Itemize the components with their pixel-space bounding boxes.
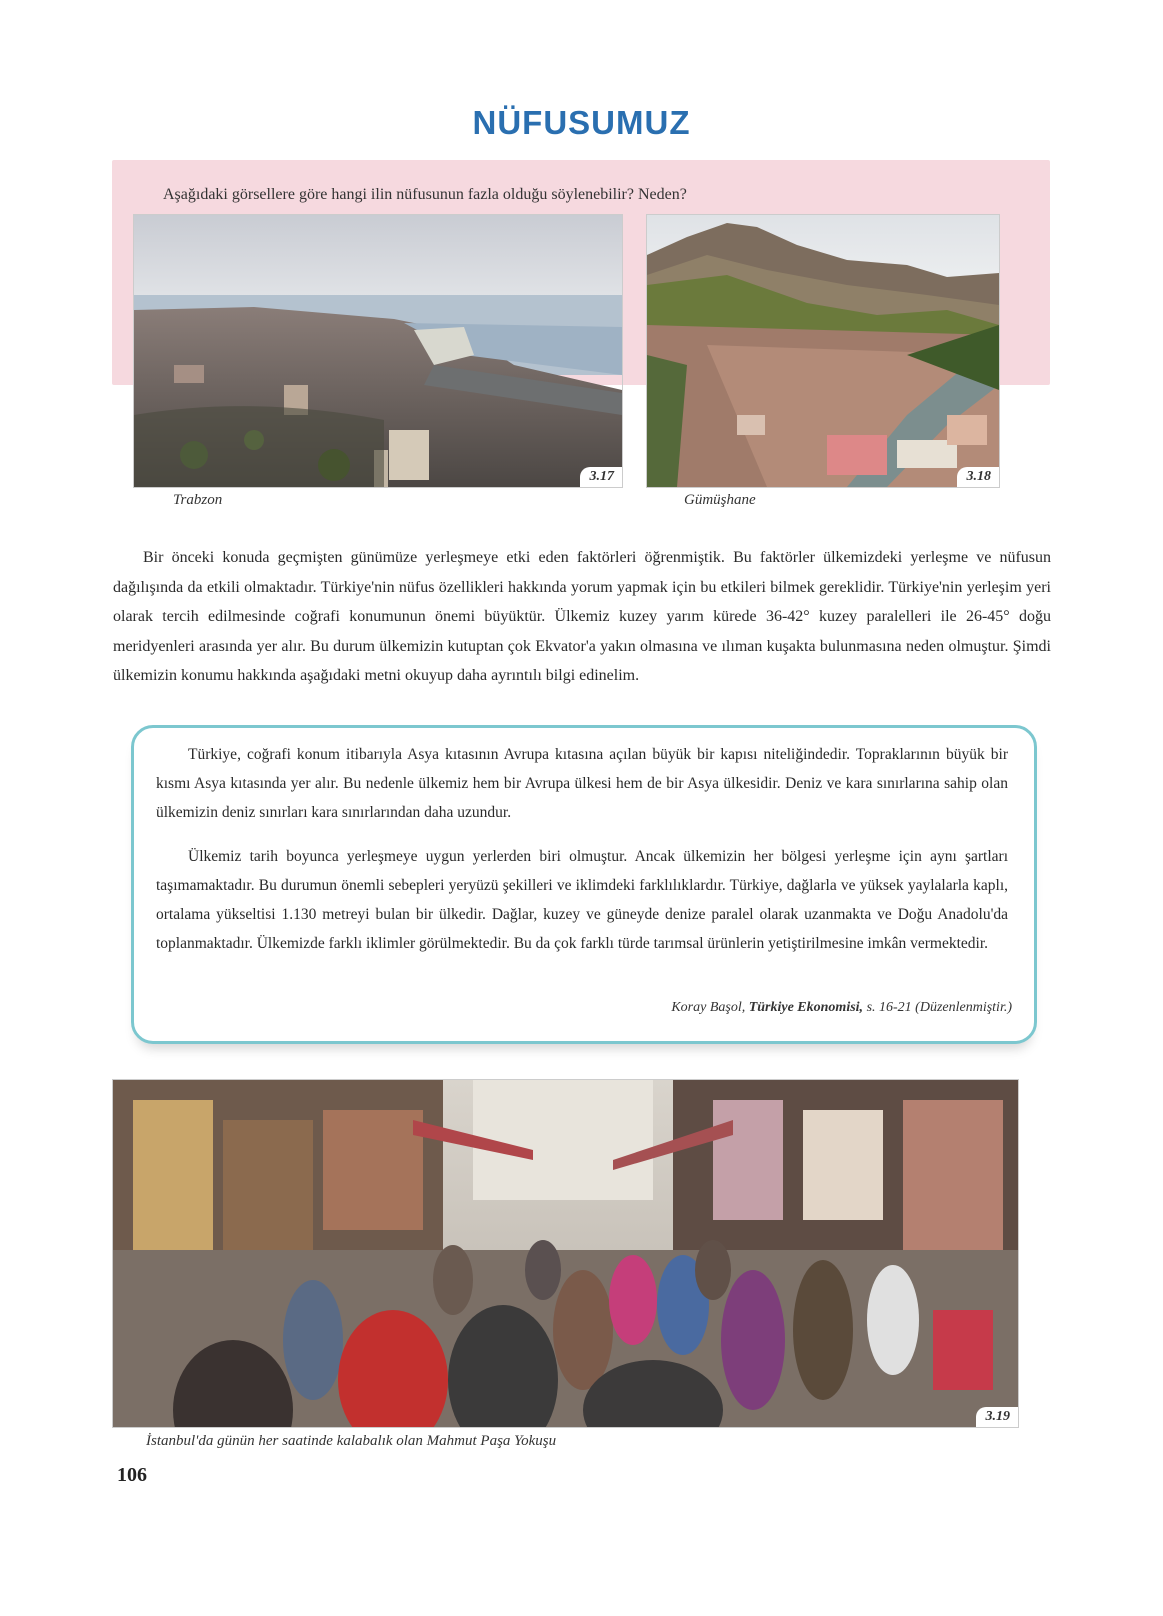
figure-number-3-19: 3.19	[976, 1407, 1019, 1427]
photo-trabzon	[133, 214, 623, 488]
page-number: 106	[117, 1464, 147, 1486]
photo-istanbul-crowd	[112, 1079, 1019, 1428]
figure-number-3-17: 3.17	[580, 467, 623, 487]
quote-paragraph-1-text: Türkiye, coğrafi konum itibarıyla Asya kıtasının Avrupa kıtasına açılan büyük bir kapısı niteliğindedir. Topraklarının büyük bir kısmı Asya kıtasında yer alır. Bu nedenle ülkemiz hem bir Avrupa ülkesi hem de bir Asya ülkesidir. Deniz ve kara sınırlarına sahip olan ülkemizin deniz sınırları kara sınırlarından daha uzundur.	[156, 746, 1008, 821]
quote-source	[671, 1000, 1012, 1016]
caption-gumushane: Gümüşhane	[684, 492, 756, 508]
page-title: NÜFUSUMUZ	[472, 104, 691, 141]
quote-source-book: Türkiye Ekonomisi,	[748, 1000, 864, 1015]
body-paragraph	[113, 543, 1051, 691]
caption-istanbul: İstanbul'da günün her saatinde kalabalık olan Mahmut Paşa Yokuşu	[146, 1433, 557, 1449]
quote-paragraph-1	[156, 740, 1008, 827]
quote-paragraph-2-text: Ülkemiz tarih boyunca yerleşmeye uygun yerlerden biri olmuştur. Ancak ülkemizin her bölgesi yerleşme için aynı şartları taşımamaktadır. Bu durumun önemli sebepleri yeryüzü şekilleri ve iklimdeki farklılıklardır. Türkiye, dağlarla ve yüksek yaylalarla kaplı, ortalama yükseltisi 1.130 metreyi bulan bir ülkedir. Dağlar, kuzey ve güneyde denize paralel olarak uzanmakta ve Doğu Anadolu'da toplanmaktadır. Ülkemizde farklı iklimler görülmektedir. Bu da çok farklı türde tarımsal ürünlerin yetiştirilmesine imkân vermektedir.	[156, 848, 1008, 952]
caption-trabzon: Trabzon	[173, 492, 223, 508]
quote-source-pages: s. 16-21 (Düzenlenmiştir.)	[866, 1000, 1012, 1015]
quote-paragraph-2	[156, 842, 1008, 958]
body-paragraph-text: Bir önceki konuda geçmişten günümüze yerleşmeye etki eden faktörleri öğrenmiştik. Bu faktörler ülkemizdeki yerleşme ve nüfusun dağılışında da etkili olmaktadır. Türkiye'nin nüfus özellikleri hakkında yorum yapmak için bu etkileri bilmek gereklidir. Türkiye'nin yerleşim yeri olarak tercih edilmesinde coğrafi konumunun önemi büyüktür. Ülkemiz kuzey yarım kürede 36-42° kuzey paralelleri ile 26-45° doğu meridyenleri arasında yer alır. Bu durum ülkemizin kutuptan çok Ekvator'a yakın olmasına ve ılıman kuşakta bulunmasına neden olmuştur. Şimdi ülkemizin konumu hakkında aşağıdaki metni okuyup daha ayrıntılı bilgi edinelim.	[113, 549, 1051, 684]
quote-source-author: Koray Başol,	[671, 1000, 746, 1015]
quote-box	[131, 725, 1037, 1044]
figure-number-3-18: 3.18	[957, 467, 1000, 487]
photo-gumushane	[646, 214, 1000, 488]
istanbul-street-crowd-image	[113, 1080, 1018, 1427]
trabzon-cityscape-image	[134, 215, 622, 487]
gumushane-valley-image	[647, 215, 999, 487]
question-text: Aşağıdaki görsellere göre hangi ilin nüfusunun fazla olduğu söylenebilir? Neden?	[163, 186, 687, 203]
